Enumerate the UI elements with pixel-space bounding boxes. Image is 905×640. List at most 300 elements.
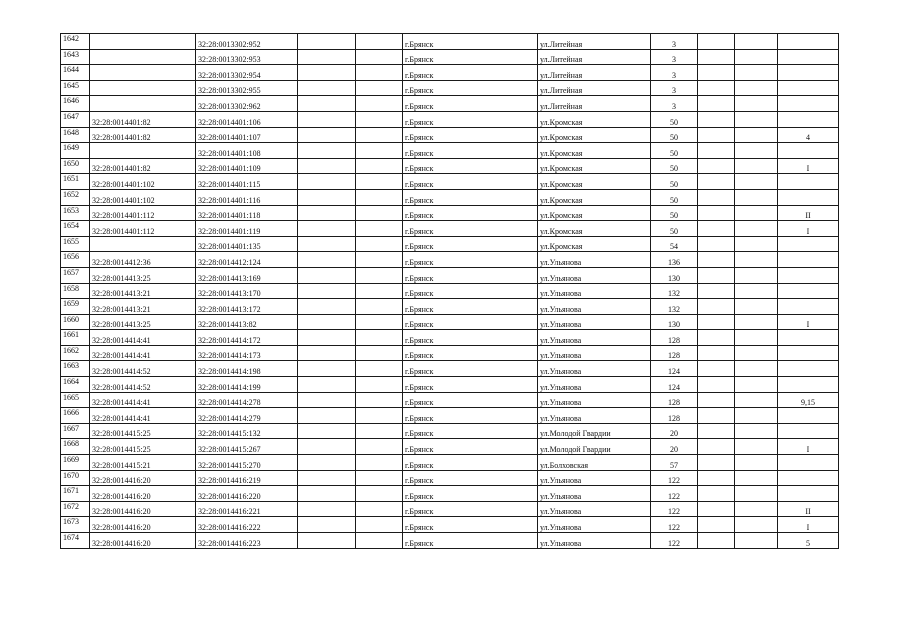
property-table: [60, 33, 839, 549]
empty-cell: [356, 96, 403, 112]
empty-cell: [735, 267, 778, 283]
house-number: 128: [651, 330, 698, 346]
empty-cell: [735, 221, 778, 237]
row-number: 1643: [61, 49, 90, 65]
row-number: 1652: [61, 189, 90, 205]
city: г.Брянск: [403, 143, 538, 159]
empty-cell: [356, 267, 403, 283]
empty-cell: [356, 377, 403, 393]
empty-cell: [698, 470, 735, 486]
cadastral-number: 32:28:0014413:82: [196, 314, 298, 330]
empty-cell: [735, 49, 778, 65]
house-number: 122: [651, 470, 698, 486]
street: ул.Болховская: [538, 455, 651, 471]
street: ул.Ульянова: [538, 330, 651, 346]
empty-cell: [298, 65, 356, 81]
row-number: 1648: [61, 127, 90, 143]
city: г.Брянск: [403, 65, 538, 81]
row-number: 1655: [61, 236, 90, 252]
cadastral-number: 32:28:0014414:278: [196, 392, 298, 408]
apartment-number: [778, 252, 839, 268]
house-number: 50: [651, 189, 698, 205]
empty-cell: [298, 96, 356, 112]
empty-cell: [356, 470, 403, 486]
empty-cell: [698, 267, 735, 283]
parent-cadastral-number: 32:28:0014413:25: [90, 314, 196, 330]
house-number: 3: [651, 65, 698, 81]
house-number: 128: [651, 392, 698, 408]
row-number: 1642: [61, 34, 90, 50]
parent-cadastral-number: 32:28:0014414:41: [90, 345, 196, 361]
apartment-number: [778, 96, 839, 112]
table-row: [61, 455, 839, 471]
street: ул.Кромская: [538, 143, 651, 159]
empty-cell: [698, 189, 735, 205]
empty-cell: [298, 143, 356, 159]
empty-cell: [298, 205, 356, 221]
empty-cell: [356, 189, 403, 205]
apartment-number: [778, 267, 839, 283]
empty-cell: [698, 439, 735, 455]
empty-cell: [735, 80, 778, 96]
cadastral-number: 32:28:0014414:199: [196, 377, 298, 393]
empty-cell: [356, 299, 403, 315]
empty-cell: [735, 236, 778, 252]
house-number: 122: [651, 533, 698, 549]
table-row: [61, 533, 839, 549]
empty-cell: [298, 174, 356, 190]
house-number: 132: [651, 283, 698, 299]
empty-cell: [698, 158, 735, 174]
empty-cell: [698, 96, 735, 112]
cadastral-number: 32:28:0014416:220: [196, 486, 298, 502]
empty-cell: [698, 252, 735, 268]
street: ул.Кромская: [538, 174, 651, 190]
empty-cell: [356, 205, 403, 221]
cadastral-number: 32:28:0014401:118: [196, 205, 298, 221]
empty-cell: [698, 205, 735, 221]
parent-cadastral-number: 32:28:0014401:112: [90, 221, 196, 237]
street: ул.Ульянова: [538, 408, 651, 424]
city: г.Брянск: [403, 236, 538, 252]
city: г.Брянск: [403, 533, 538, 549]
apartment-number: [778, 455, 839, 471]
house-number: 128: [651, 345, 698, 361]
row-number: 1666: [61, 408, 90, 424]
empty-cell: [298, 361, 356, 377]
empty-cell: [356, 501, 403, 517]
empty-cell: [698, 49, 735, 65]
cadastral-number: 32:28:0014401:119: [196, 221, 298, 237]
apartment-number: [778, 345, 839, 361]
parent-cadastral-number: 32:28:0014414:41: [90, 330, 196, 346]
row-number: 1656: [61, 252, 90, 268]
table-row: [61, 470, 839, 486]
street: ул.Ульянова: [538, 299, 651, 315]
parent-cadastral-number: 32:28:0014415:25: [90, 439, 196, 455]
house-number: 50: [651, 111, 698, 127]
row-number: 1660: [61, 314, 90, 330]
empty-cell: [356, 423, 403, 439]
city: г.Брянск: [403, 267, 538, 283]
parent-cadastral-number: [90, 96, 196, 112]
parent-cadastral-number: 32:28:0014413:21: [90, 299, 196, 315]
city: г.Брянск: [403, 96, 538, 112]
table-row: [61, 80, 839, 96]
table-row: [61, 127, 839, 143]
row-number: 1661: [61, 330, 90, 346]
empty-cell: [298, 392, 356, 408]
cadastral-number: 32:28:0013302:955: [196, 80, 298, 96]
house-number: 3: [651, 96, 698, 112]
empty-cell: [298, 283, 356, 299]
empty-cell: [735, 34, 778, 50]
empty-cell: [698, 377, 735, 393]
empty-cell: [698, 299, 735, 315]
table-row: [61, 408, 839, 424]
empty-cell: [735, 501, 778, 517]
table-body: [61, 34, 839, 549]
empty-cell: [735, 439, 778, 455]
empty-cell: [298, 408, 356, 424]
apartment-number: [778, 423, 839, 439]
city: г.Брянск: [403, 470, 538, 486]
empty-cell: [698, 486, 735, 502]
cadastral-number: 32:28:0013302:954: [196, 65, 298, 81]
empty-cell: [298, 517, 356, 533]
parent-cadastral-number: 32:28:0014414:52: [90, 377, 196, 393]
empty-cell: [735, 408, 778, 424]
parent-cadastral-number: [90, 65, 196, 81]
empty-cell: [356, 158, 403, 174]
cadastral-number: 32:28:0014414:173: [196, 345, 298, 361]
apartment-number: [778, 486, 839, 502]
table-row: [61, 486, 839, 502]
city: г.Брянск: [403, 34, 538, 50]
street: ул.Ульянова: [538, 377, 651, 393]
parent-cadastral-number: 32:28:0014416:20: [90, 533, 196, 549]
empty-cell: [698, 127, 735, 143]
table-row: [61, 501, 839, 517]
empty-cell: [298, 533, 356, 549]
cadastral-number: 32:28:0013302:952: [196, 34, 298, 50]
street: ул.Кромская: [538, 111, 651, 127]
row-number: 1674: [61, 533, 90, 549]
empty-cell: [698, 330, 735, 346]
empty-cell: [698, 455, 735, 471]
cadastral-number: 32:28:0014401:107: [196, 127, 298, 143]
empty-cell: [298, 221, 356, 237]
house-number: 124: [651, 361, 698, 377]
apartment-number: [778, 49, 839, 65]
apartment-number: [778, 236, 839, 252]
apartment-number: [778, 34, 839, 50]
apartment-number: [778, 189, 839, 205]
city: г.Брянск: [403, 127, 538, 143]
parent-cadastral-number: 32:28:0014416:20: [90, 486, 196, 502]
empty-cell: [298, 127, 356, 143]
parent-cadastral-number: 32:28:0014414:41: [90, 408, 196, 424]
house-number: 136: [651, 252, 698, 268]
street: ул.Ульянова: [538, 486, 651, 502]
empty-cell: [735, 158, 778, 174]
cadastral-number: 32:28:0013302:962: [196, 96, 298, 112]
empty-cell: [735, 345, 778, 361]
row-number: 1646: [61, 96, 90, 112]
cadastral-number: 32:28:0014413:170: [196, 283, 298, 299]
cadastral-number: 32:28:0014412:124: [196, 252, 298, 268]
street: ул.Ульянова: [538, 252, 651, 268]
house-number: 132: [651, 299, 698, 315]
house-number: 3: [651, 49, 698, 65]
cadastral-number: 32:28:0014416:221: [196, 501, 298, 517]
row-number: 1672: [61, 501, 90, 517]
parent-cadastral-number: 32:28:0014401:82: [90, 127, 196, 143]
empty-cell: [356, 439, 403, 455]
empty-cell: [698, 361, 735, 377]
empty-cell: [298, 158, 356, 174]
cadastral-number: 32:28:0014401:106: [196, 111, 298, 127]
city: г.Брянск: [403, 486, 538, 502]
city: г.Брянск: [403, 252, 538, 268]
table-row: [61, 96, 839, 112]
city: г.Брянск: [403, 361, 538, 377]
city: г.Брянск: [403, 517, 538, 533]
city: г.Брянск: [403, 111, 538, 127]
parent-cadastral-number: 32:28:0014401:82: [90, 158, 196, 174]
house-number: 50: [651, 221, 698, 237]
table-row: [61, 283, 839, 299]
empty-cell: [698, 533, 735, 549]
empty-cell: [298, 330, 356, 346]
table-row: [61, 252, 839, 268]
street: ул.Ульянова: [538, 533, 651, 549]
cadastral-number: 32:28:0014414:172: [196, 330, 298, 346]
street: ул.Ульянова: [538, 345, 651, 361]
street: ул.Кромская: [538, 158, 651, 174]
empty-cell: [356, 127, 403, 143]
city: г.Брянск: [403, 314, 538, 330]
cadastral-number: 32:28:0014401:135: [196, 236, 298, 252]
empty-cell: [356, 361, 403, 377]
row-number: 1668: [61, 439, 90, 455]
city: г.Брянск: [403, 283, 538, 299]
street: ул.Литейная: [538, 34, 651, 50]
city: г.Брянск: [403, 158, 538, 174]
apartment-number: [778, 377, 839, 393]
house-number: 130: [651, 314, 698, 330]
empty-cell: [698, 34, 735, 50]
street: ул.Ульянова: [538, 283, 651, 299]
table-row: [61, 299, 839, 315]
table-row: [61, 34, 839, 50]
row-number: 1673: [61, 517, 90, 533]
empty-cell: [298, 314, 356, 330]
empty-cell: [735, 189, 778, 205]
house-number: 50: [651, 158, 698, 174]
street: ул.Молодой Гвардии: [538, 439, 651, 455]
row-number: 1657: [61, 267, 90, 283]
city: г.Брянск: [403, 501, 538, 517]
city: г.Брянск: [403, 423, 538, 439]
house-number: 50: [651, 174, 698, 190]
cadastral-number: 32:28:0014416:223: [196, 533, 298, 549]
apartment-number: I: [778, 517, 839, 533]
empty-cell: [698, 111, 735, 127]
parent-cadastral-number: 32:28:0014414:52: [90, 361, 196, 377]
cadastral-number: 32:28:0014415:267: [196, 439, 298, 455]
cadastral-number: 32:28:0014415:270: [196, 455, 298, 471]
house-number: 124: [651, 377, 698, 393]
city: г.Брянск: [403, 439, 538, 455]
empty-cell: [735, 205, 778, 221]
city: г.Брянск: [403, 189, 538, 205]
apartment-number: [778, 470, 839, 486]
table-row: [61, 314, 839, 330]
parent-cadastral-number: 32:28:0014416:20: [90, 517, 196, 533]
city: г.Брянск: [403, 49, 538, 65]
empty-cell: [298, 111, 356, 127]
empty-cell: [735, 314, 778, 330]
parent-cadastral-number: [90, 80, 196, 96]
cadastral-number: 32:28:0014413:169: [196, 267, 298, 283]
table-row: [61, 49, 839, 65]
empty-cell: [735, 455, 778, 471]
parent-cadastral-number: [90, 49, 196, 65]
parent-cadastral-number: 32:28:0014415:25: [90, 423, 196, 439]
apartment-number: [778, 143, 839, 159]
street: ул.Литейная: [538, 65, 651, 81]
empty-cell: [298, 49, 356, 65]
row-number: 1664: [61, 377, 90, 393]
house-number: 3: [651, 80, 698, 96]
empty-cell: [356, 34, 403, 50]
empty-cell: [356, 65, 403, 81]
table-row: [61, 174, 839, 190]
parent-cadastral-number: [90, 143, 196, 159]
city: г.Брянск: [403, 408, 538, 424]
cadastral-number: 32:28:0014401:109: [196, 158, 298, 174]
empty-cell: [735, 330, 778, 346]
street: ул.Литейная: [538, 96, 651, 112]
empty-cell: [735, 143, 778, 159]
empty-cell: [735, 392, 778, 408]
cadastral-number: 32:28:0014414:198: [196, 361, 298, 377]
empty-cell: [298, 267, 356, 283]
table-row: [61, 158, 839, 174]
city: г.Брянск: [403, 174, 538, 190]
empty-cell: [735, 533, 778, 549]
street: ул.Кромская: [538, 189, 651, 205]
street: ул.Ульянова: [538, 517, 651, 533]
house-number: 122: [651, 517, 698, 533]
row-number: 1645: [61, 80, 90, 96]
street: ул.Кромская: [538, 127, 651, 143]
empty-cell: [298, 189, 356, 205]
city: г.Брянск: [403, 205, 538, 221]
table-row: [61, 345, 839, 361]
table-row: [61, 189, 839, 205]
parent-cadastral-number: [90, 34, 196, 50]
cadastral-number: 32:28:0014415:132: [196, 423, 298, 439]
empty-cell: [735, 470, 778, 486]
house-number: 130: [651, 267, 698, 283]
house-number: 122: [651, 486, 698, 502]
document-page: [60, 33, 839, 549]
table-row: [61, 517, 839, 533]
empty-cell: [735, 423, 778, 439]
empty-cell: [735, 96, 778, 112]
apartment-number: [778, 361, 839, 377]
cadastral-number: 32:28:0014414:279: [196, 408, 298, 424]
apartment-number: I: [778, 439, 839, 455]
parent-cadastral-number: 32:28:0014416:20: [90, 501, 196, 517]
empty-cell: [298, 345, 356, 361]
row-number: 1653: [61, 205, 90, 221]
empty-cell: [735, 127, 778, 143]
parent-cadastral-number: 32:28:0014414:41: [90, 392, 196, 408]
empty-cell: [356, 236, 403, 252]
apartment-number: [778, 65, 839, 81]
row-number: 1667: [61, 423, 90, 439]
apartment-number: I: [778, 158, 839, 174]
street: ул.Кромская: [538, 236, 651, 252]
city: г.Брянск: [403, 455, 538, 471]
empty-cell: [298, 423, 356, 439]
row-number: 1665: [61, 392, 90, 408]
street: ул.Ульянова: [538, 470, 651, 486]
row-number: 1647: [61, 111, 90, 127]
empty-cell: [735, 361, 778, 377]
house-number: 50: [651, 205, 698, 221]
street: ул.Ульянова: [538, 392, 651, 408]
parent-cadastral-number: 32:28:0014401:82: [90, 111, 196, 127]
parent-cadastral-number: 32:28:0014401:102: [90, 189, 196, 205]
cadastral-number: 32:28:0014413:172: [196, 299, 298, 315]
row-number: 1649: [61, 143, 90, 159]
apartment-number: [778, 80, 839, 96]
apartment-number: II: [778, 501, 839, 517]
city: г.Брянск: [403, 299, 538, 315]
empty-cell: [356, 283, 403, 299]
empty-cell: [356, 455, 403, 471]
house-number: 128: [651, 408, 698, 424]
empty-cell: [298, 470, 356, 486]
parent-cadastral-number: [90, 236, 196, 252]
cadastral-number: 32:28:0014401:115: [196, 174, 298, 190]
apartment-number: I: [778, 221, 839, 237]
apartment-number: II: [778, 205, 839, 221]
street: ул.Кромская: [538, 205, 651, 221]
house-number: 3: [651, 34, 698, 50]
street: ул.Ульянова: [538, 501, 651, 517]
parent-cadastral-number: 32:28:0014416:20: [90, 470, 196, 486]
empty-cell: [298, 34, 356, 50]
cadastral-number: 32:28:0014401:108: [196, 143, 298, 159]
parent-cadastral-number: 32:28:0014415:21: [90, 455, 196, 471]
empty-cell: [298, 236, 356, 252]
empty-cell: [356, 80, 403, 96]
table-row: [61, 143, 839, 159]
house-number: 20: [651, 423, 698, 439]
empty-cell: [698, 423, 735, 439]
apartment-number: [778, 299, 839, 315]
empty-cell: [298, 377, 356, 393]
city: г.Брянск: [403, 330, 538, 346]
empty-cell: [735, 377, 778, 393]
row-number: 1644: [61, 65, 90, 81]
empty-cell: [356, 330, 403, 346]
